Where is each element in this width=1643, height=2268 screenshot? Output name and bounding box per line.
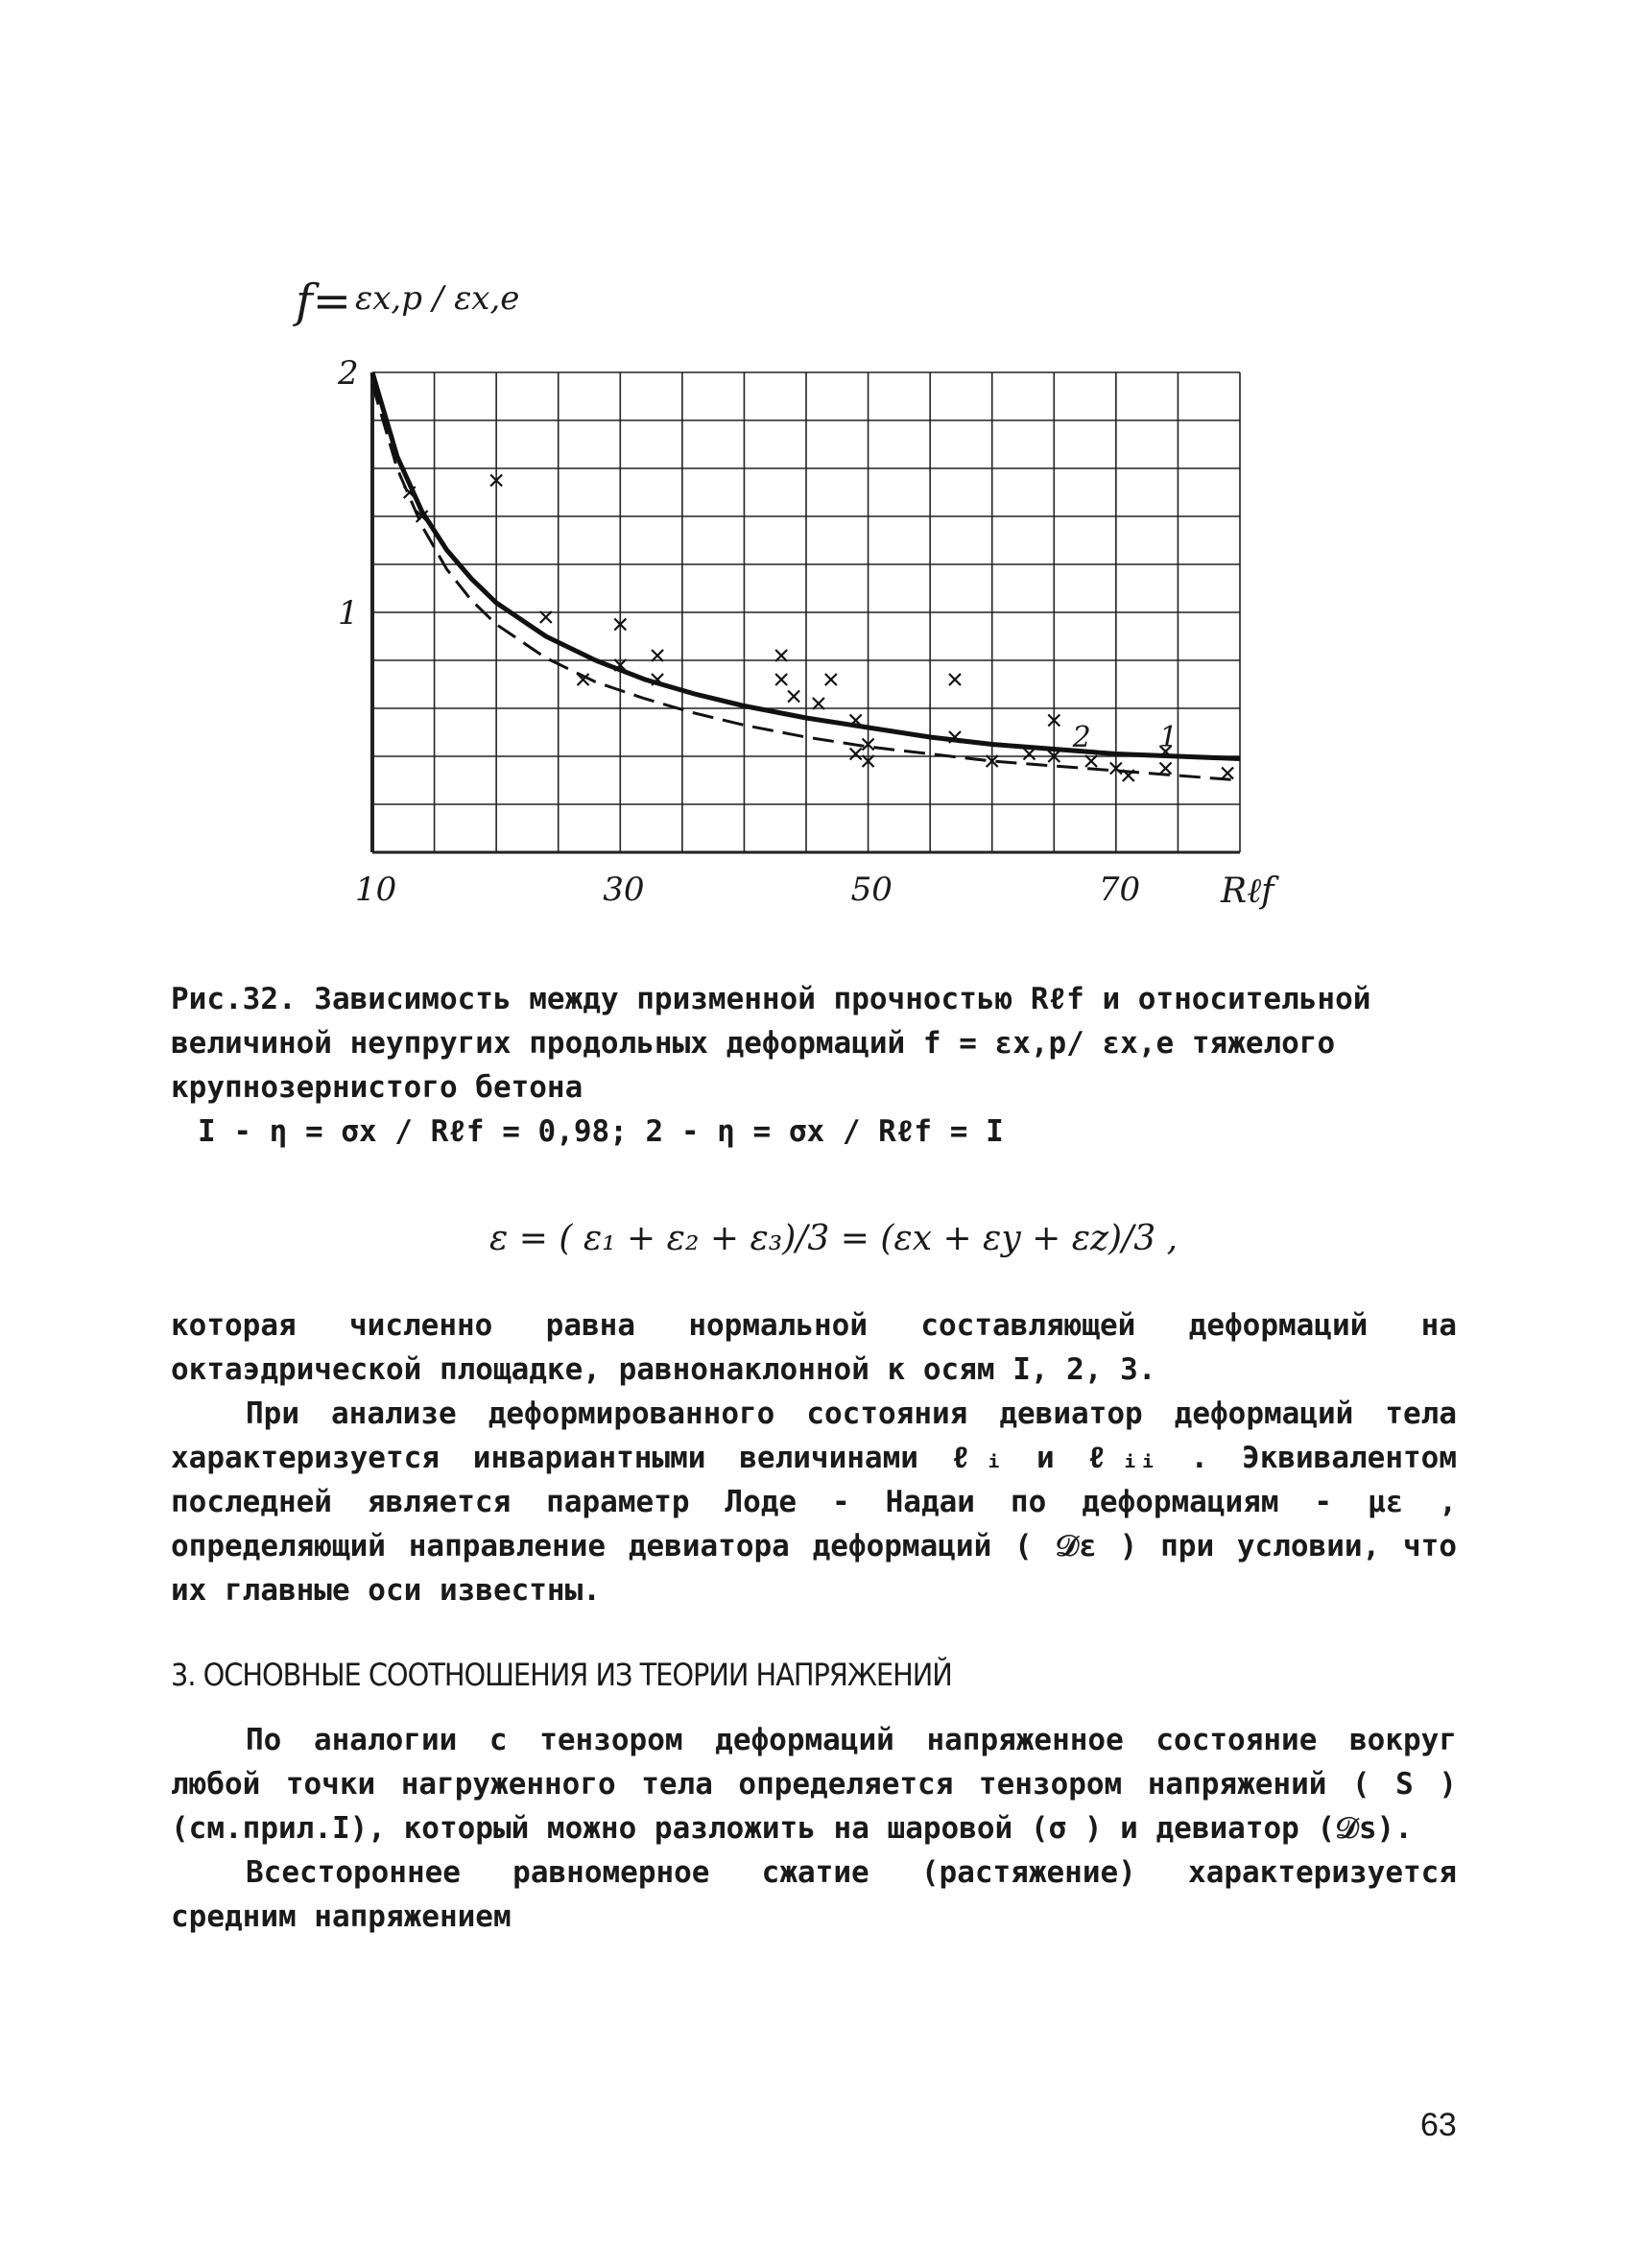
data-point-marker [825, 674, 837, 685]
x-axis-label: Rℓf [1221, 871, 1274, 911]
x-tick-label: 50 [850, 871, 893, 909]
body-block-2 [171, 1718, 1457, 1939]
caption-line-2: величиной неупругих продольных деформаций f = εx,p/ εx,e тяжелого [171, 1026, 1336, 1061]
figure-caption [171, 977, 1457, 1154]
caption-line-1: Рис.32. Зависимость между призменной прочностью Rℓf и относительной [171, 982, 1371, 1016]
chart [288, 259, 1274, 912]
paragraph-3: По аналогии с тензором деформаций напряженное состояние вокруг любой точки нагруженного тела определяется тензором напряжений ( S ) (см.прил.I), который можно разложить на шаровой (σ ) и девиатор (𝒟s). [171, 1723, 1457, 1846]
page-number: 63 [1420, 2107, 1457, 2143]
data-point-marker [850, 749, 862, 760]
x-tick-label: 10 [355, 871, 397, 909]
caption-line-3: крупнозернистого бетона [171, 1070, 583, 1105]
body-block-1 [171, 1303, 1457, 1612]
chart-points [404, 475, 1233, 782]
mean-strain-formula: ε = ( ε₁ + ε₂ + ε₃)/3 = (εx + εy + εz)/3 , [489, 1219, 1179, 1258]
x-tick-label: 30 [603, 871, 645, 909]
y-tick-label: 2 [338, 354, 359, 393]
data-point-marker [1222, 768, 1233, 779]
chart-labels [293, 275, 1279, 911]
data-point-marker [1160, 763, 1172, 775]
y-axis-label-fraction: εx,p / εx,e [355, 279, 520, 318]
data-point-marker [1023, 749, 1035, 760]
paragraph-1: которая численно равна нормальной составляющей деформаций на октаэдрической площадке, равнонаклонной к осям I, 2, 3. [171, 1308, 1457, 1387]
data-point-marker [775, 674, 787, 685]
paragraph-4: Всестороннее равномерное сжатие (растяжение) характеризуется средним напряжением [171, 1855, 1457, 1934]
data-point-marker [788, 691, 799, 703]
y-axis-label-f: f= [296, 275, 351, 328]
y-tick-label: 1 [338, 594, 359, 633]
data-point-marker [949, 674, 961, 685]
curve-label-2: 2 [1072, 721, 1091, 754]
paragraph-2: При анализе деформированного состояния девиатор деформаций тела характеризуется инвариантными величинами ℓᵢ и ℓᵢᵢ . Эквивалентом последней является параметр Лоде - Надаи по деформациям - μɛ , определяющий направление девиатора деформаций ( 𝒟ɛ ) при условии, что их главные оси известны. [171, 1397, 1457, 1608]
chart-grid [372, 372, 1240, 852]
caption-line-4: I - η = σx / Rℓf = 0,98; 2 - η = σx / Rℓf = I [198, 1114, 1004, 1149]
curve-label-1: 1 [1159, 721, 1179, 754]
section-heading: 3. ОСНОВНЫЕ СООТНОШЕНИЯ ИЗ ТЕОРИИ НАПРЯЖЕНИЙ [171, 1657, 952, 1693]
x-tick-label: 70 [1098, 871, 1141, 909]
